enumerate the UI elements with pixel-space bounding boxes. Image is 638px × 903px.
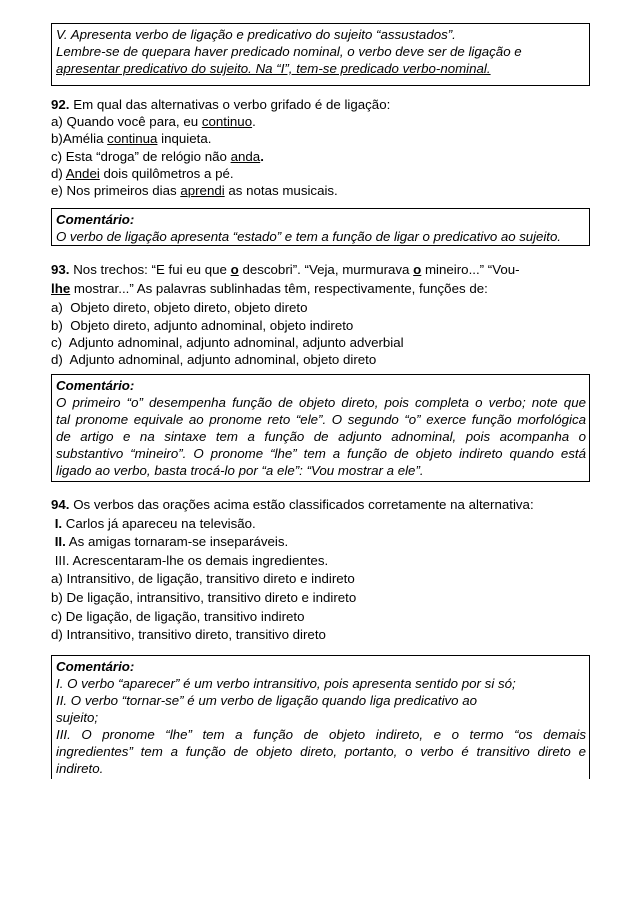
- option-d: d) Intransitivo, transitivo direto, transitivo direto: [51, 627, 326, 643]
- sentence-ii: [51, 533, 591, 552]
- underlined-word: o: [413, 262, 422, 277]
- underlined-verb: continua: [107, 131, 158, 147]
- option-c: c) De ligação, de ligação, transitivo indireto: [51, 608, 305, 624]
- comment-line: substantivo “mineiro”. O pronome “lhe” tem a função de objeto indireto quando está: [56, 446, 586, 461]
- option-text: .: [260, 148, 264, 164]
- comment-title: Comentário:: [56, 378, 135, 393]
- comment-line: ligado ao verbo, basta trocá-lo por “a ele”: “Vou mostrar a ele”.: [56, 463, 424, 478]
- underlined-verb: Andei: [65, 165, 100, 181]
- option-text: .: [252, 114, 256, 130]
- question-text: descobri”. “Veja, murmurava: [238, 262, 414, 277]
- question-number: 94.: [51, 497, 70, 512]
- comment-line: I. O verbo “aparecer” é um verbo intransitivo, pois apresenta sentido por si só;: [56, 676, 516, 691]
- option-e: [51, 182, 591, 199]
- comment-line: II. O verbo “tornar-se” é um verbo de ligação quando liga predicativo ao: [56, 693, 478, 708]
- sentence-iii: [51, 552, 591, 571]
- sentence-number: II.: [51, 534, 66, 550]
- comment-box-93: [51, 374, 590, 482]
- comment-box-94: [51, 655, 590, 779]
- comment-text: O verbo de ligação apresenta “estado” e tem a função de ligar o predicativo ao sujeito.: [56, 229, 561, 244]
- option-text: d): [51, 165, 66, 181]
- option-text: e) Nos primeiros dias: [51, 183, 181, 199]
- underlined-verb: anda: [230, 148, 261, 164]
- comment-line: O primeiro “o” desempenha função de objeto direto, pois completa o verbo; note que: [56, 395, 586, 410]
- option-text: inquieta.: [157, 131, 212, 147]
- sentence-i: [51, 515, 591, 534]
- question-94: [51, 496, 591, 645]
- comment-line: tal pronome equivale ao pronome reto “ele”. O segundo “o” exerce função morfológica: [56, 412, 586, 427]
- sentence-text: Acrescentaram-lhe os demais ingredientes.: [69, 552, 329, 568]
- comment-line: Lembre-se de quepara haver predicado nominal, o verbo deve ser de ligação e: [56, 44, 522, 59]
- sentence-text: Carlos já apareceu na televisão.: [62, 515, 256, 531]
- comment-title: Comentário:: [56, 212, 135, 227]
- question-text: Em qual das alternativas o verbo grifado é de ligação:: [69, 97, 391, 112]
- comment-box-v: [51, 23, 590, 86]
- underlined-word: lhe: [51, 281, 71, 297]
- sentence-number: III.: [51, 552, 70, 568]
- comment-line: V. Apresenta verbo de ligação e predicativo do sujeito “assustados”.: [56, 27, 456, 42]
- comment-box-92: [51, 208, 590, 246]
- option-text: as notas musicais.: [224, 183, 338, 199]
- option-text: a) Quando você para, eu: [51, 114, 202, 130]
- option-c: c) Adjunto adnominal, adjunto adnominal, adjunto adverbial: [51, 334, 404, 350]
- comment-line: sujeito;: [56, 710, 99, 725]
- question-93-stem-line2: [51, 280, 591, 297]
- option-b: b) De ligação, intransitivo, transitivo direto e indireto: [51, 589, 357, 605]
- option-d: [51, 165, 591, 182]
- comment-line: apresentar predicativo do sujeito. Na “I”, tem-se predicado verbo-nominal.: [56, 61, 491, 76]
- option-d: d) Adjunto adnominal, adjunto adnominal, objeto direto: [51, 352, 377, 368]
- sentence-text: As amigas tornaram-se inseparáveis.: [65, 534, 289, 550]
- question-93-stem-line1: [51, 261, 591, 278]
- question-number: 92.: [51, 97, 70, 112]
- option-a: [51, 113, 591, 130]
- option-a: a) Intransitivo, de ligação, transitivo direto e indireto: [51, 571, 355, 587]
- sentence-number: I.: [51, 515, 63, 531]
- option-c: [51, 148, 591, 165]
- question-93: [51, 261, 591, 368]
- comment-line: de artigo e na sintaxe tem a função de adjunto adnominal, pois acompanha o: [56, 429, 586, 444]
- option-text: c) Esta “droga” de relógio não: [51, 148, 231, 164]
- question-92-stem: [51, 96, 591, 113]
- option-b: b) Objeto direto, adjunto adnominal, objeto indireto: [51, 317, 354, 333]
- option-text: dois quilômetros a pé.: [99, 165, 234, 181]
- underlined-word: o: [230, 262, 239, 277]
- question-92: [51, 96, 591, 199]
- option-b: [51, 130, 591, 147]
- option-a: a) Objeto direto, objeto direto, objeto direto: [51, 300, 308, 316]
- question-text: Os verbos das orações acima estão classificados corretamente na alternativa:: [69, 497, 534, 512]
- comment-line: ingredientes” tem a função de objeto direto, portanto, o verbo é transitivo direto e: [56, 744, 586, 759]
- comment-line: III. O pronome “lhe” tem a função de objeto indireto, e o termo “os demais: [56, 727, 586, 742]
- question-text: Nos trechos: “E fui eu que: [69, 262, 231, 277]
- underlined-verb: continuo: [201, 114, 253, 130]
- underlined-verb: aprendi: [180, 183, 225, 199]
- option-text: b)Amélia: [51, 131, 108, 147]
- question-text: mostrar...” As palavras sublinhadas têm, respectivamente, funções de:: [70, 281, 488, 297]
- question-text: mineiro...” “Vou-: [421, 262, 520, 277]
- comment-line: indireto.: [56, 761, 104, 776]
- comment-title: Comentário:: [56, 659, 135, 674]
- question-number: 93.: [51, 262, 70, 277]
- question-94-stem: [51, 496, 591, 515]
